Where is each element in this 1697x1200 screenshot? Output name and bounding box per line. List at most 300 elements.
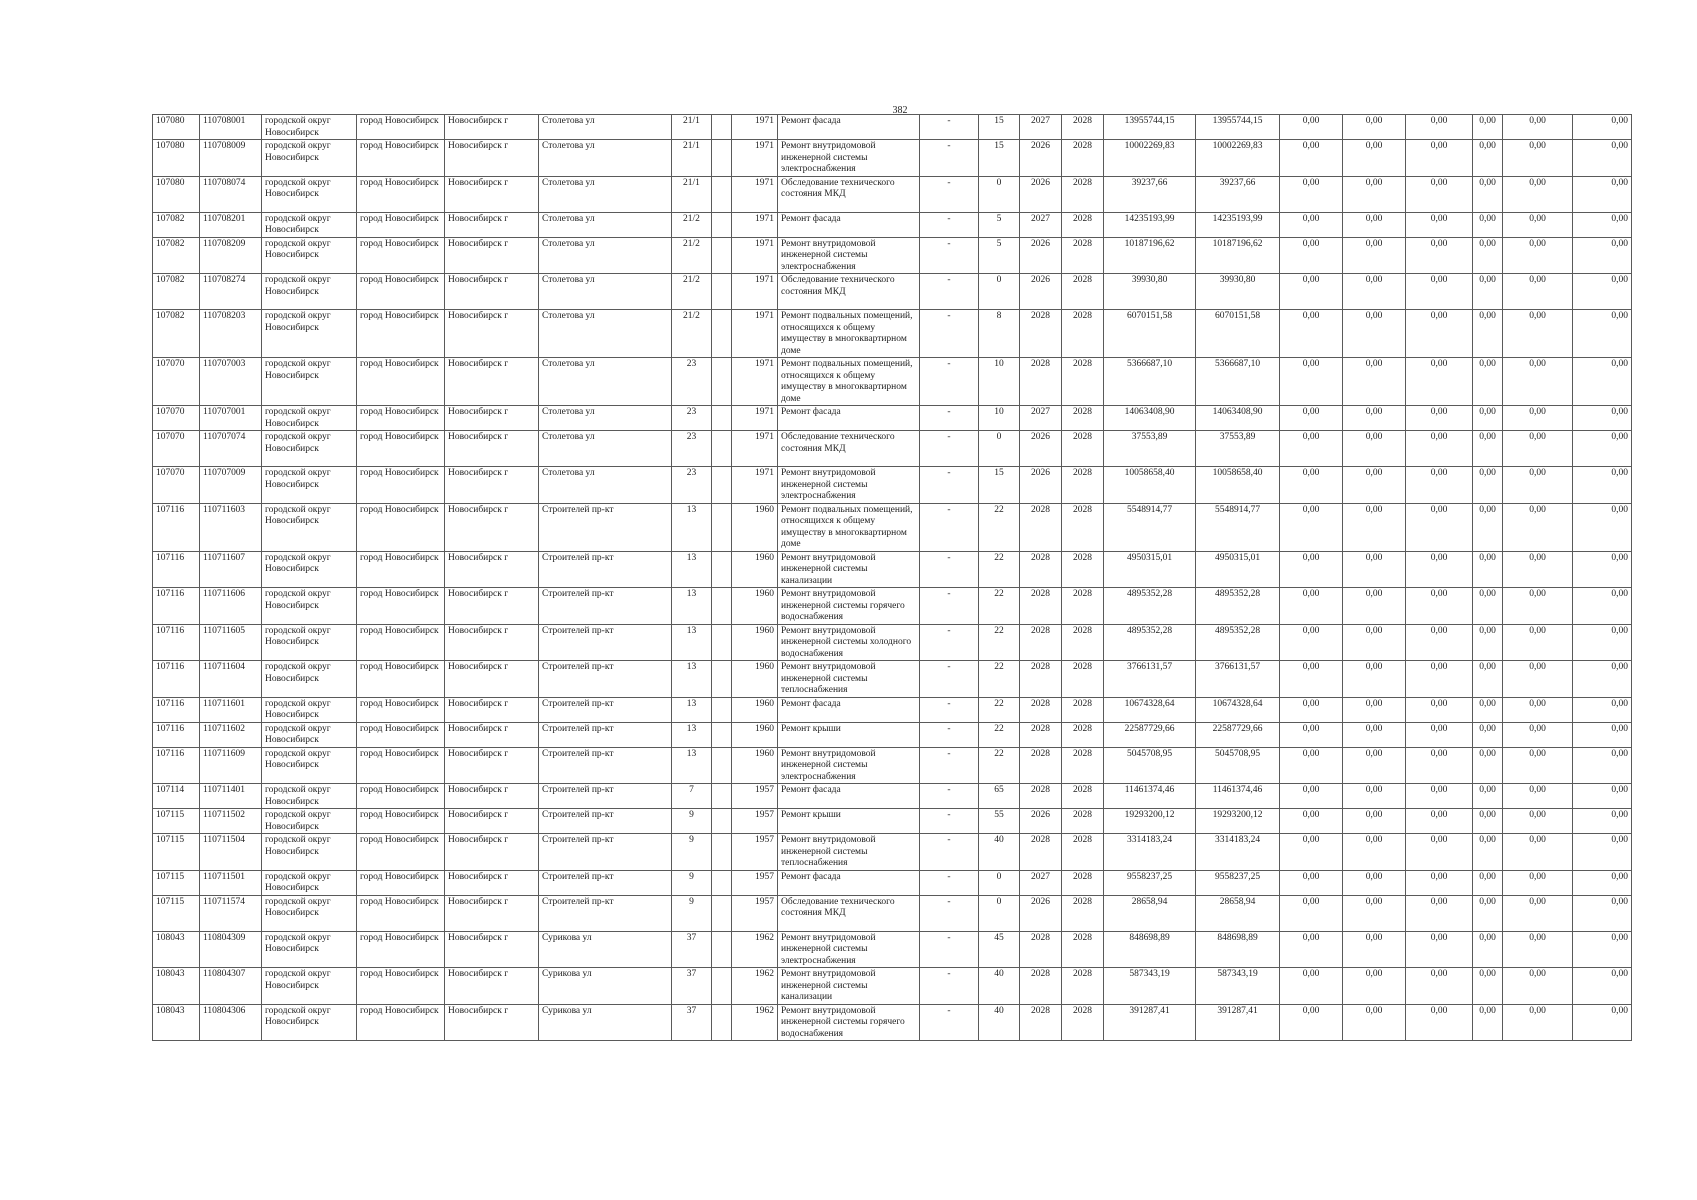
cell-settlement: город Новосибирск [357, 784, 445, 809]
cell-other-funds: 0,00 [1503, 115, 1573, 140]
cell-wear-percent: 10 [979, 358, 1020, 406]
cell-other-funds: 0,00 [1503, 176, 1573, 212]
cell-note: - [920, 968, 979, 1005]
cell-wear-percent: 45 [979, 931, 1020, 968]
cell-owners-funds: 0,00 [1473, 834, 1503, 871]
cell-total-cost: 37553,89 [1104, 431, 1196, 467]
cell-city: Новосибирск г [445, 237, 539, 274]
cell-house-id: 107082 [153, 274, 200, 310]
cell-work-id: 110711604 [200, 661, 262, 698]
cell-federal-funds: 0,00 [1280, 870, 1343, 895]
cell-regional-budget: 0,00 [1343, 722, 1406, 747]
cell-house-id: 107116 [153, 624, 200, 661]
cell-extra-funds: 0,00 [1573, 809, 1632, 834]
cell-regional-fund-cost: 10187196,62 [1196, 237, 1280, 274]
cell-work-type: Ремонт фасада [778, 212, 920, 237]
cell-building [712, 406, 732, 431]
cell-federal-funds: 0,00 [1280, 176, 1343, 212]
cell-municipality: городской округ Новосибирск [262, 624, 357, 661]
cell-wear-percent: 0 [979, 870, 1020, 895]
cell-deadline-year: 2028 [1062, 697, 1104, 722]
cell-other-funds: 0,00 [1503, 895, 1573, 931]
cell-owners-funds: 0,00 [1473, 809, 1503, 834]
cell-note: - [920, 809, 979, 834]
cell-federal-funds: 0,00 [1280, 784, 1343, 809]
cell-owners-funds: 0,00 [1473, 140, 1503, 177]
cell-wear-percent: 5 [979, 212, 1020, 237]
cell-work-id: 110804306 [200, 1004, 262, 1041]
cell-street: Строителей пр-кт [539, 661, 672, 698]
cell-settlement: город Новосибирск [357, 503, 445, 551]
cell-street: Сурикова ул [539, 968, 672, 1005]
cell-federal-funds: 0,00 [1280, 931, 1343, 968]
cell-note: - [920, 870, 979, 895]
cell-extra-funds: 0,00 [1573, 274, 1632, 310]
cell-house-number: 21/2 [672, 310, 712, 358]
cell-wear-percent: 55 [979, 809, 1020, 834]
cell-year-built: 1957 [732, 784, 778, 809]
cell-settlement: город Новосибирск [357, 406, 445, 431]
cell-street: Строителей пр-кт [539, 895, 672, 931]
cell-extra-funds: 0,00 [1573, 431, 1632, 467]
cell-wear-percent: 22 [979, 588, 1020, 625]
cell-city: Новосибирск г [445, 870, 539, 895]
cell-city: Новосибирск г [445, 931, 539, 968]
cell-regional-fund-cost: 10002269,83 [1196, 140, 1280, 177]
cell-street: Столетова ул [539, 237, 672, 274]
cell-total-cost: 22587729,66 [1104, 722, 1196, 747]
cell-building [712, 809, 732, 834]
cell-work-id: 110707009 [200, 467, 262, 504]
cell-year-built: 1960 [732, 747, 778, 784]
cell-regional-fund-cost: 11461374,46 [1196, 784, 1280, 809]
cell-house-number: 13 [672, 588, 712, 625]
cell-local-budget: 0,00 [1406, 870, 1473, 895]
cell-work-type: Ремонт внутридомовой инженерной системы электроснабжения [778, 237, 920, 274]
cell-house-id: 107082 [153, 212, 200, 237]
cell-municipality: городской округ Новосибирск [262, 237, 357, 274]
cell-total-cost: 14235193,99 [1104, 212, 1196, 237]
cell-plan-year: 2027 [1020, 115, 1062, 140]
table-row [153, 661, 1632, 698]
cell-city: Новосибирск г [445, 467, 539, 504]
cell-house-id: 107116 [153, 722, 200, 747]
cell-regional-budget: 0,00 [1343, 870, 1406, 895]
cell-note: - [920, 747, 979, 784]
cell-settlement: город Новосибирск [357, 870, 445, 895]
cell-other-funds: 0,00 [1503, 237, 1573, 274]
cell-year-built: 1971 [732, 431, 778, 467]
cell-note: - [920, 274, 979, 310]
cell-house-id: 107080 [153, 176, 200, 212]
cell-street: Строителей пр-кт [539, 624, 672, 661]
cell-regional-budget: 0,00 [1343, 834, 1406, 871]
cell-settlement: город Новосибирск [357, 1004, 445, 1041]
cell-building [712, 176, 732, 212]
cell-house-number: 13 [672, 624, 712, 661]
cell-year-built: 1962 [732, 968, 778, 1005]
cell-federal-funds: 0,00 [1280, 467, 1343, 504]
cell-building [712, 551, 732, 588]
cell-work-type: Обследование технического состояния МКД [778, 176, 920, 212]
cell-total-cost: 848698,89 [1104, 931, 1196, 968]
cell-work-id: 110708209 [200, 237, 262, 274]
cell-note: - [920, 467, 979, 504]
cell-year-built: 1971 [732, 176, 778, 212]
cell-owners-funds: 0,00 [1473, 931, 1503, 968]
cell-settlement: город Новосибирск [357, 310, 445, 358]
cell-total-cost: 13955744,15 [1104, 115, 1196, 140]
cell-deadline-year: 2028 [1062, 809, 1104, 834]
cell-extra-funds: 0,00 [1573, 784, 1632, 809]
cell-building [712, 722, 732, 747]
cell-federal-funds: 0,00 [1280, 115, 1343, 140]
cell-federal-funds: 0,00 [1280, 406, 1343, 431]
cell-owners-funds: 0,00 [1473, 467, 1503, 504]
cell-extra-funds: 0,00 [1573, 588, 1632, 625]
cell-municipality: городской округ Новосибирск [262, 467, 357, 504]
cell-street: Столетова ул [539, 274, 672, 310]
cell-house-number: 23 [672, 358, 712, 406]
cell-building [712, 747, 732, 784]
cell-plan-year: 2028 [1020, 661, 1062, 698]
cell-year-built: 1960 [732, 722, 778, 747]
cell-regional-fund-cost: 391287,41 [1196, 1004, 1280, 1041]
cell-municipality: городской округ Новосибирск [262, 968, 357, 1005]
cell-federal-funds: 0,00 [1280, 809, 1343, 834]
cell-wear-percent: 22 [979, 747, 1020, 784]
cell-plan-year: 2028 [1020, 722, 1062, 747]
cell-house-number: 21/2 [672, 274, 712, 310]
cell-federal-funds: 0,00 [1280, 588, 1343, 625]
cell-total-cost: 5548914,77 [1104, 503, 1196, 551]
cell-city: Новосибирск г [445, 784, 539, 809]
cell-house-number: 23 [672, 467, 712, 504]
cell-extra-funds: 0,00 [1573, 467, 1632, 504]
cell-regional-budget: 0,00 [1343, 624, 1406, 661]
cell-other-funds: 0,00 [1503, 431, 1573, 467]
cell-wear-percent: 22 [979, 722, 1020, 747]
table-row [153, 115, 1632, 140]
cell-wear-percent: 40 [979, 834, 1020, 871]
cell-work-id: 110711501 [200, 870, 262, 895]
cell-work-type: Ремонт внутридомовой инженерной системы электроснабжения [778, 140, 920, 177]
cell-deadline-year: 2028 [1062, 140, 1104, 177]
cell-house-id: 107115 [153, 895, 200, 931]
cell-owners-funds: 0,00 [1473, 661, 1503, 698]
cell-other-funds: 0,00 [1503, 467, 1573, 504]
cell-deadline-year: 2028 [1062, 274, 1104, 310]
cell-street: Строителей пр-кт [539, 588, 672, 625]
cell-local-budget: 0,00 [1406, 431, 1473, 467]
cell-plan-year: 2028 [1020, 551, 1062, 588]
cell-total-cost: 39237,66 [1104, 176, 1196, 212]
cell-house-id: 108043 [153, 1004, 200, 1041]
cell-house-id: 107115 [153, 809, 200, 834]
table-row [153, 624, 1632, 661]
cell-house-id: 107116 [153, 661, 200, 698]
cell-owners-funds: 0,00 [1473, 431, 1503, 467]
cell-work-id: 110711605 [200, 624, 262, 661]
cell-federal-funds: 0,00 [1280, 895, 1343, 931]
cell-total-cost: 10674328,64 [1104, 697, 1196, 722]
cell-wear-percent: 22 [979, 697, 1020, 722]
cell-regional-fund-cost: 19293200,12 [1196, 809, 1280, 834]
cell-plan-year: 2026 [1020, 809, 1062, 834]
cell-settlement: город Новосибирск [357, 588, 445, 625]
cell-municipality: городской округ Новосибирск [262, 431, 357, 467]
cell-plan-year: 2028 [1020, 358, 1062, 406]
cell-regional-budget: 0,00 [1343, 467, 1406, 504]
cell-local-budget: 0,00 [1406, 931, 1473, 968]
cell-federal-funds: 0,00 [1280, 722, 1343, 747]
cell-regional-budget: 0,00 [1343, 358, 1406, 406]
table-row [153, 551, 1632, 588]
cell-house-number: 7 [672, 784, 712, 809]
cell-plan-year: 2028 [1020, 931, 1062, 968]
cell-settlement: город Новосибирск [357, 212, 445, 237]
cell-deadline-year: 2028 [1062, 212, 1104, 237]
cell-city: Новосибирск г [445, 406, 539, 431]
cell-local-budget: 0,00 [1406, 212, 1473, 237]
cell-note: - [920, 503, 979, 551]
cell-federal-funds: 0,00 [1280, 697, 1343, 722]
cell-other-funds: 0,00 [1503, 358, 1573, 406]
cell-house-id: 107116 [153, 551, 200, 588]
cell-regional-fund-cost: 9558237,25 [1196, 870, 1280, 895]
cell-city: Новосибирск г [445, 358, 539, 406]
cell-local-budget: 0,00 [1406, 784, 1473, 809]
cell-other-funds: 0,00 [1503, 310, 1573, 358]
cell-note: - [920, 834, 979, 871]
table-row [153, 697, 1632, 722]
cell-wear-percent: 15 [979, 115, 1020, 140]
cell-regional-budget: 0,00 [1343, 895, 1406, 931]
cell-regional-fund-cost: 14235193,99 [1196, 212, 1280, 237]
table-row [153, 140, 1632, 177]
cell-deadline-year: 2028 [1062, 661, 1104, 698]
cell-work-id: 110708201 [200, 212, 262, 237]
cell-work-id: 110708001 [200, 115, 262, 140]
cell-wear-percent: 40 [979, 968, 1020, 1005]
cell-house-id: 107116 [153, 588, 200, 625]
cell-local-budget: 0,00 [1406, 274, 1473, 310]
cell-deadline-year: 2028 [1062, 115, 1104, 140]
cell-street: Сурикова ул [539, 1004, 672, 1041]
cell-settlement: город Новосибирск [357, 834, 445, 871]
cell-owners-funds: 0,00 [1473, 503, 1503, 551]
cell-work-id: 110708074 [200, 176, 262, 212]
cell-work-type: Ремонт фасада [778, 697, 920, 722]
cell-other-funds: 0,00 [1503, 624, 1573, 661]
table-row [153, 895, 1632, 931]
cell-city: Новосибирск г [445, 809, 539, 834]
cell-house-id: 107115 [153, 834, 200, 871]
cell-municipality: городской округ Новосибирск [262, 551, 357, 588]
cell-street: Строителей пр-кт [539, 809, 672, 834]
cell-wear-percent: 15 [979, 467, 1020, 504]
cell-street: Строителей пр-кт [539, 722, 672, 747]
cell-local-budget: 0,00 [1406, 624, 1473, 661]
cell-street: Столетова ул [539, 431, 672, 467]
cell-other-funds: 0,00 [1503, 722, 1573, 747]
cell-regional-fund-cost: 4895352,28 [1196, 624, 1280, 661]
cell-year-built: 1971 [732, 140, 778, 177]
cell-plan-year: 2028 [1020, 1004, 1062, 1041]
cell-regional-budget: 0,00 [1343, 140, 1406, 177]
cell-regional-budget: 0,00 [1343, 784, 1406, 809]
cell-house-id: 107114 [153, 784, 200, 809]
cell-total-cost: 3766131,57 [1104, 661, 1196, 698]
cell-settlement: город Новосибирск [357, 809, 445, 834]
cell-extra-funds: 0,00 [1573, 747, 1632, 784]
cell-note: - [920, 358, 979, 406]
cell-owners-funds: 0,00 [1473, 968, 1503, 1005]
cell-year-built: 1960 [732, 503, 778, 551]
cell-city: Новосибирск г [445, 747, 539, 784]
cell-deadline-year: 2028 [1062, 624, 1104, 661]
cell-municipality: городской округ Новосибирск [262, 870, 357, 895]
cell-extra-funds: 0,00 [1573, 1004, 1632, 1041]
cell-plan-year: 2028 [1020, 503, 1062, 551]
cell-work-type: Ремонт внутридомовой инженерной системы электроснабжения [778, 467, 920, 504]
cell-wear-percent: 5 [979, 237, 1020, 274]
cell-building [712, 358, 732, 406]
table-row [153, 870, 1632, 895]
cell-work-type: Ремонт внутридомовой инженерной системы горячего водоснабжения [778, 1004, 920, 1041]
cell-regional-fund-cost: 3314183,24 [1196, 834, 1280, 871]
cell-house-id: 107070 [153, 358, 200, 406]
cell-municipality: городской округ Новосибирск [262, 310, 357, 358]
cell-deadline-year: 2028 [1062, 467, 1104, 504]
cell-wear-percent: 0 [979, 176, 1020, 212]
cell-building [712, 834, 732, 871]
cell-work-id: 110711607 [200, 551, 262, 588]
cell-local-budget: 0,00 [1406, 968, 1473, 1005]
cell-owners-funds: 0,00 [1473, 624, 1503, 661]
cell-wear-percent: 22 [979, 551, 1020, 588]
cell-year-built: 1960 [732, 551, 778, 588]
cell-building [712, 661, 732, 698]
cell-regional-fund-cost: 39930,80 [1196, 274, 1280, 310]
cell-extra-funds: 0,00 [1573, 503, 1632, 551]
cell-municipality: городской округ Новосибирск [262, 115, 357, 140]
cell-federal-funds: 0,00 [1280, 503, 1343, 551]
cell-house-number: 23 [672, 431, 712, 467]
cell-street: Столетова ул [539, 212, 672, 237]
cell-house-number: 13 [672, 722, 712, 747]
cell-work-type: Ремонт фасада [778, 784, 920, 809]
cell-extra-funds: 0,00 [1573, 358, 1632, 406]
cell-work-id: 110711601 [200, 697, 262, 722]
cell-house-number: 37 [672, 931, 712, 968]
cell-deadline-year: 2028 [1062, 784, 1104, 809]
cell-city: Новосибирск г [445, 697, 539, 722]
cell-house-number: 21/1 [672, 140, 712, 177]
cell-total-cost: 19293200,12 [1104, 809, 1196, 834]
cell-other-funds: 0,00 [1503, 809, 1573, 834]
cell-total-cost: 14063408,90 [1104, 406, 1196, 431]
cell-work-id: 110708274 [200, 274, 262, 310]
cell-local-budget: 0,00 [1406, 588, 1473, 625]
cell-deadline-year: 2028 [1062, 1004, 1104, 1041]
cell-street: Строителей пр-кт [539, 834, 672, 871]
cell-settlement: город Новосибирск [357, 895, 445, 931]
cell-owners-funds: 0,00 [1473, 870, 1503, 895]
cell-owners-funds: 0,00 [1473, 895, 1503, 931]
cell-federal-funds: 0,00 [1280, 237, 1343, 274]
cell-owners-funds: 0,00 [1473, 176, 1503, 212]
cell-house-number: 13 [672, 697, 712, 722]
cell-street: Столетова ул [539, 467, 672, 504]
cell-regional-budget: 0,00 [1343, 406, 1406, 431]
cell-settlement: город Новосибирск [357, 624, 445, 661]
cell-regional-fund-cost: 3766131,57 [1196, 661, 1280, 698]
cell-note: - [920, 722, 979, 747]
cell-wear-percent: 0 [979, 431, 1020, 467]
cell-regional-budget: 0,00 [1343, 310, 1406, 358]
cell-owners-funds: 0,00 [1473, 551, 1503, 588]
cell-other-funds: 0,00 [1503, 931, 1573, 968]
cell-year-built: 1957 [732, 870, 778, 895]
table-row [153, 176, 1632, 212]
cell-municipality: городской округ Новосибирск [262, 1004, 357, 1041]
cell-year-built: 1971 [732, 310, 778, 358]
cell-work-id: 110708009 [200, 140, 262, 177]
cell-municipality: городской округ Новосибирск [262, 503, 357, 551]
cell-note: - [920, 237, 979, 274]
cell-extra-funds: 0,00 [1573, 176, 1632, 212]
cell-city: Новосибирск г [445, 274, 539, 310]
cell-regional-budget: 0,00 [1343, 968, 1406, 1005]
cell-deadline-year: 2028 [1062, 431, 1104, 467]
cell-owners-funds: 0,00 [1473, 784, 1503, 809]
cell-deadline-year: 2028 [1062, 358, 1104, 406]
cell-local-budget: 0,00 [1406, 661, 1473, 698]
cell-year-built: 1971 [732, 274, 778, 310]
cell-plan-year: 2027 [1020, 212, 1062, 237]
table-row [153, 431, 1632, 467]
cell-work-type: Ремонт подвальных помещений, относящихся к общему имуществу в многоквартирном доме [778, 503, 920, 551]
cell-plan-year: 2026 [1020, 895, 1062, 931]
cell-local-budget: 0,00 [1406, 237, 1473, 274]
cell-wear-percent: 65 [979, 784, 1020, 809]
cell-settlement: город Новосибирск [357, 697, 445, 722]
cell-settlement: город Новосибирск [357, 551, 445, 588]
capital-repair-table [152, 114, 1632, 1041]
cell-work-id: 110804309 [200, 931, 262, 968]
cell-house-number: 23 [672, 406, 712, 431]
cell-total-cost: 10058658,40 [1104, 467, 1196, 504]
cell-building [712, 310, 732, 358]
cell-other-funds: 0,00 [1503, 212, 1573, 237]
cell-note: - [920, 431, 979, 467]
table-row [153, 588, 1632, 625]
cell-regional-budget: 0,00 [1343, 503, 1406, 551]
cell-plan-year: 2026 [1020, 274, 1062, 310]
cell-settlement: город Новосибирск [357, 661, 445, 698]
cell-deadline-year: 2028 [1062, 968, 1104, 1005]
cell-local-budget: 0,00 [1406, 697, 1473, 722]
cell-regional-fund-cost: 39237,66 [1196, 176, 1280, 212]
cell-federal-funds: 0,00 [1280, 968, 1343, 1005]
cell-regional-budget: 0,00 [1343, 809, 1406, 834]
cell-building [712, 895, 732, 931]
cell-settlement: город Новосибирск [357, 747, 445, 784]
cell-extra-funds: 0,00 [1573, 237, 1632, 274]
cell-extra-funds: 0,00 [1573, 661, 1632, 698]
cell-note: - [920, 310, 979, 358]
